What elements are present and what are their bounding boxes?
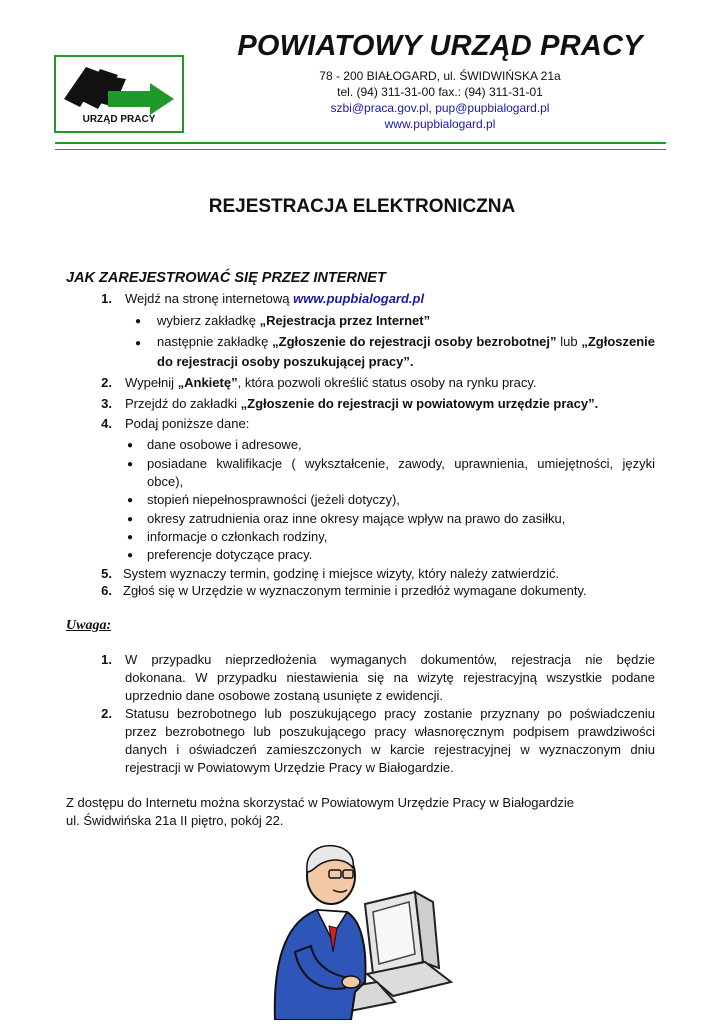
- step-2: [125, 374, 536, 392]
- step-1: [125, 290, 424, 308]
- header-rule-bottom: [55, 149, 666, 150]
- step-2-bold: „Ankietę”: [177, 375, 238, 390]
- bullet-icon: ●: [127, 550, 134, 561]
- note-1-line: W przypadku nieprzedłożenia wymaganych dokumentów, rejestracja nie będzie: [125, 652, 655, 667]
- bullet-icon: ●: [127, 459, 134, 470]
- bullet-2-pre: następnie zakładkę: [157, 334, 273, 349]
- step-4-number: 4.: [101, 416, 112, 431]
- step-6-text: Zgłoś się w Urzędzie w wyznaczonym terminie i przedłóż wymagane dokumenty.: [123, 583, 587, 598]
- step-1-bullet-2-cont: do rejestracji osoby poszukującej pracy”.: [157, 354, 414, 369]
- emails: [230, 100, 650, 116]
- note-2-number: 2.: [101, 706, 112, 721]
- step-3-bold: „Zgłoszenie do rejestracji w powiatowym urzędzie pracy”.: [240, 396, 599, 411]
- bullet-icon: ●: [135, 338, 142, 349]
- bullet-icon: ●: [127, 514, 134, 525]
- note-1-line: uprzednio dane osobowe zostaną usunięte z ewidencji.: [125, 688, 443, 703]
- step-1-link[interactable]: www.pupbialogard.pl: [293, 291, 425, 306]
- footer-line-2: ul. Świdwińska 21a II piętro, pokój 22.: [66, 813, 284, 828]
- note-2-line: Statusu bezrobotnego lub poszukującego pracy zostanie przyznany po poświadczeniu: [125, 706, 655, 721]
- bullet-icon: ●: [127, 440, 134, 451]
- address: 78 - 200 BIAŁOGARD, ul. ŚWIDWIŃSKA 21a: [319, 69, 561, 83]
- note-2-line: rejestracji w Powiatowym Urzędzie Pracy w Białogardzie.: [125, 760, 454, 775]
- bullet-icon: ●: [127, 495, 134, 506]
- step-4-item: okresy zatrudnienia oraz inne okresy mające wpływ na prawo do zasiłku,: [147, 511, 566, 526]
- step-1-text: Wejdź na stronę internetową: [125, 291, 294, 306]
- footer-line-1: Z dostępu do Internetu można skorzystać w Powiatowym Urzędzie Pracy w Białogardzie: [66, 795, 574, 810]
- email-link-2[interactable]: pup@pupbialogard.pl: [435, 101, 550, 115]
- bullet-2-bold-2: „Zgłoszenie: [581, 334, 656, 349]
- step-1-bullet-1: [157, 312, 430, 330]
- step-4-item: informacje o członkach rodziny,: [147, 529, 328, 544]
- note-1-number: 1.: [101, 652, 112, 667]
- bullet-2-mid: lub: [556, 334, 582, 349]
- note-2-line: przez bezrobotnego lub poszukującego pracy własnoręcznym podpisem prawdziwości: [125, 724, 655, 739]
- step-3-number: 3.: [101, 396, 112, 411]
- email-separator: ,: [428, 101, 432, 115]
- step-1-number: 1.: [101, 291, 112, 306]
- step-4-item: preferencje dotyczące pracy.: [147, 547, 313, 562]
- bullet-2-bold-1: „Zgłoszenie do rejestracji osoby bezrobotnej”: [272, 334, 557, 349]
- org-title: POWIATOWY URZĄD PRACY: [237, 30, 643, 62]
- document-title: REJESTRACJA ELEKTRONICZNA: [208, 196, 516, 217]
- step-2-post: , która pozwoli określić status osoby na rynku pracy.: [237, 375, 537, 390]
- bullet-1-pre: wybierz zakładkę: [157, 313, 260, 328]
- logo: [54, 55, 184, 133]
- step-4-item-cont: obce),: [147, 474, 184, 489]
- step-3: [125, 395, 598, 413]
- step-4-item: stopień niepełnosprawności (jeżeli dotyczy),: [147, 492, 400, 507]
- step-5-text: System wyznaczy termin, godzinę i miejsce wizyty, który należy zatwierdzić.: [123, 566, 560, 581]
- email-link-1[interactable]: szbi@praca.gov.pl: [330, 101, 429, 115]
- man-at-computer-illustration: [255, 842, 455, 1020]
- note-title: Uwaga:: [66, 618, 112, 633]
- bullet-icon: ●: [135, 316, 142, 327]
- bullet-1-bold: „Rejestracja przez Internet”: [259, 313, 431, 328]
- website-link[interactable]: www.pupbialogard.pl: [384, 117, 496, 131]
- step-4-item: dane osobowe i adresowe,: [147, 437, 302, 452]
- logo-graphic: [56, 59, 182, 119]
- note-1-line: dokonana. W przypadku niestawienia się na wizytę rejestracyjną wszystkie podane: [125, 670, 655, 685]
- section-title: JAK ZAREJESTROWAĆ SIĘ PRZEZ INTERNET: [66, 270, 386, 286]
- step-4-item: posiadane kwalifikacje ( wykształcenie, zawody, uprawnienia, umiejętności, języki: [147, 456, 655, 471]
- step-3-pre: Przejdź do zakładki: [125, 396, 241, 411]
- phone-fax: tel. (94) 311-31-00 fax.: (94) 311-31-01: [337, 85, 543, 99]
- step-1-bullet-2: [157, 333, 655, 351]
- step-4-text: Podaj poniższe dane:: [125, 416, 250, 431]
- bullet-icon: ●: [127, 532, 134, 543]
- step-6-number: 6.: [101, 583, 112, 598]
- step-2-pre: Wypełnij: [125, 375, 178, 390]
- note-2-line: danych i oświadczeń zamieszczonych w karcie rejestracyjnej w wyznaczonym dniu: [125, 742, 655, 757]
- header-rule-top: [55, 142, 666, 144]
- step-2-number: 2.: [101, 375, 112, 390]
- step-5-number: 5.: [101, 566, 112, 581]
- logo-text: URZĄD PRACY: [82, 114, 156, 125]
